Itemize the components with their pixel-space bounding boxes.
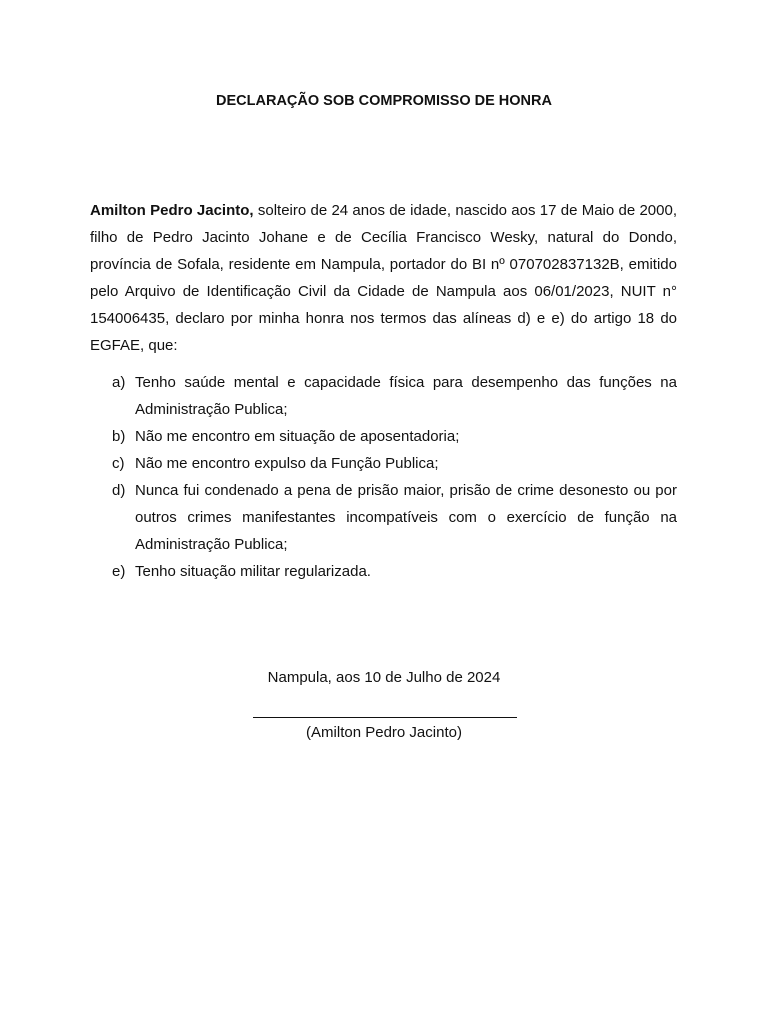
signature-name: (Amilton Pedro Jacinto) bbox=[306, 724, 462, 741]
clause-text: Não me encontro em situação de aposentadoria; bbox=[135, 428, 460, 445]
clause-text: Tenho saúde mental e capacidade física para desempenho das funções na Administração Publica; bbox=[135, 374, 677, 418]
clause-text: Tenho situação militar regularizada. bbox=[135, 563, 371, 580]
declarant-name: Amilton Pedro Jacinto, bbox=[90, 202, 254, 219]
clause-item-a bbox=[90, 369, 677, 423]
clause-marker: c) bbox=[112, 455, 125, 472]
place-and-date: Nampula, aos 10 de Julho de 2024 bbox=[267, 669, 501, 686]
clause-marker: e) bbox=[112, 563, 126, 580]
clause-text: Nunca fui condenado a pena de prisão maior, prisão de crime desonesto ou por outros crimes manifestantes incompatíveis com o exercício de função na Administração Publica; bbox=[135, 482, 677, 553]
intro-paragraph bbox=[90, 197, 677, 359]
clause-marker: d) bbox=[112, 482, 126, 499]
clause-item-d bbox=[90, 477, 677, 558]
clause-marker: a) bbox=[112, 374, 126, 391]
document-title: DECLARAÇÃO SOB COMPROMISSO DE HONRA bbox=[216, 93, 552, 109]
clause-marker: b) bbox=[112, 428, 126, 445]
clause-item-b bbox=[90, 423, 677, 450]
clause-item-e bbox=[90, 558, 677, 585]
intro-text: solteiro de 24 anos de idade, nascido aos 17 de Maio de 2000, filho de Pedro Jacinto Johane e de Cecília Francisco Wesky, natural do Dondo, província de Sofala, residente em Nampula, portador do BI nº 070702837132B, emitido pelo Arquivo de Identificação Civil da Cidade de Nampula aos 06/01/2023, NUIT n° 154006435, declaro por minha honra nos termos das alíneas d) e e) do artigo 18 do EGFAE, que: bbox=[90, 202, 677, 354]
signature-line bbox=[253, 717, 517, 718]
clause-list bbox=[90, 369, 677, 585]
clause-item-c bbox=[90, 450, 677, 477]
clause-text: Não me encontro expulso da Função Publica; bbox=[135, 455, 439, 472]
